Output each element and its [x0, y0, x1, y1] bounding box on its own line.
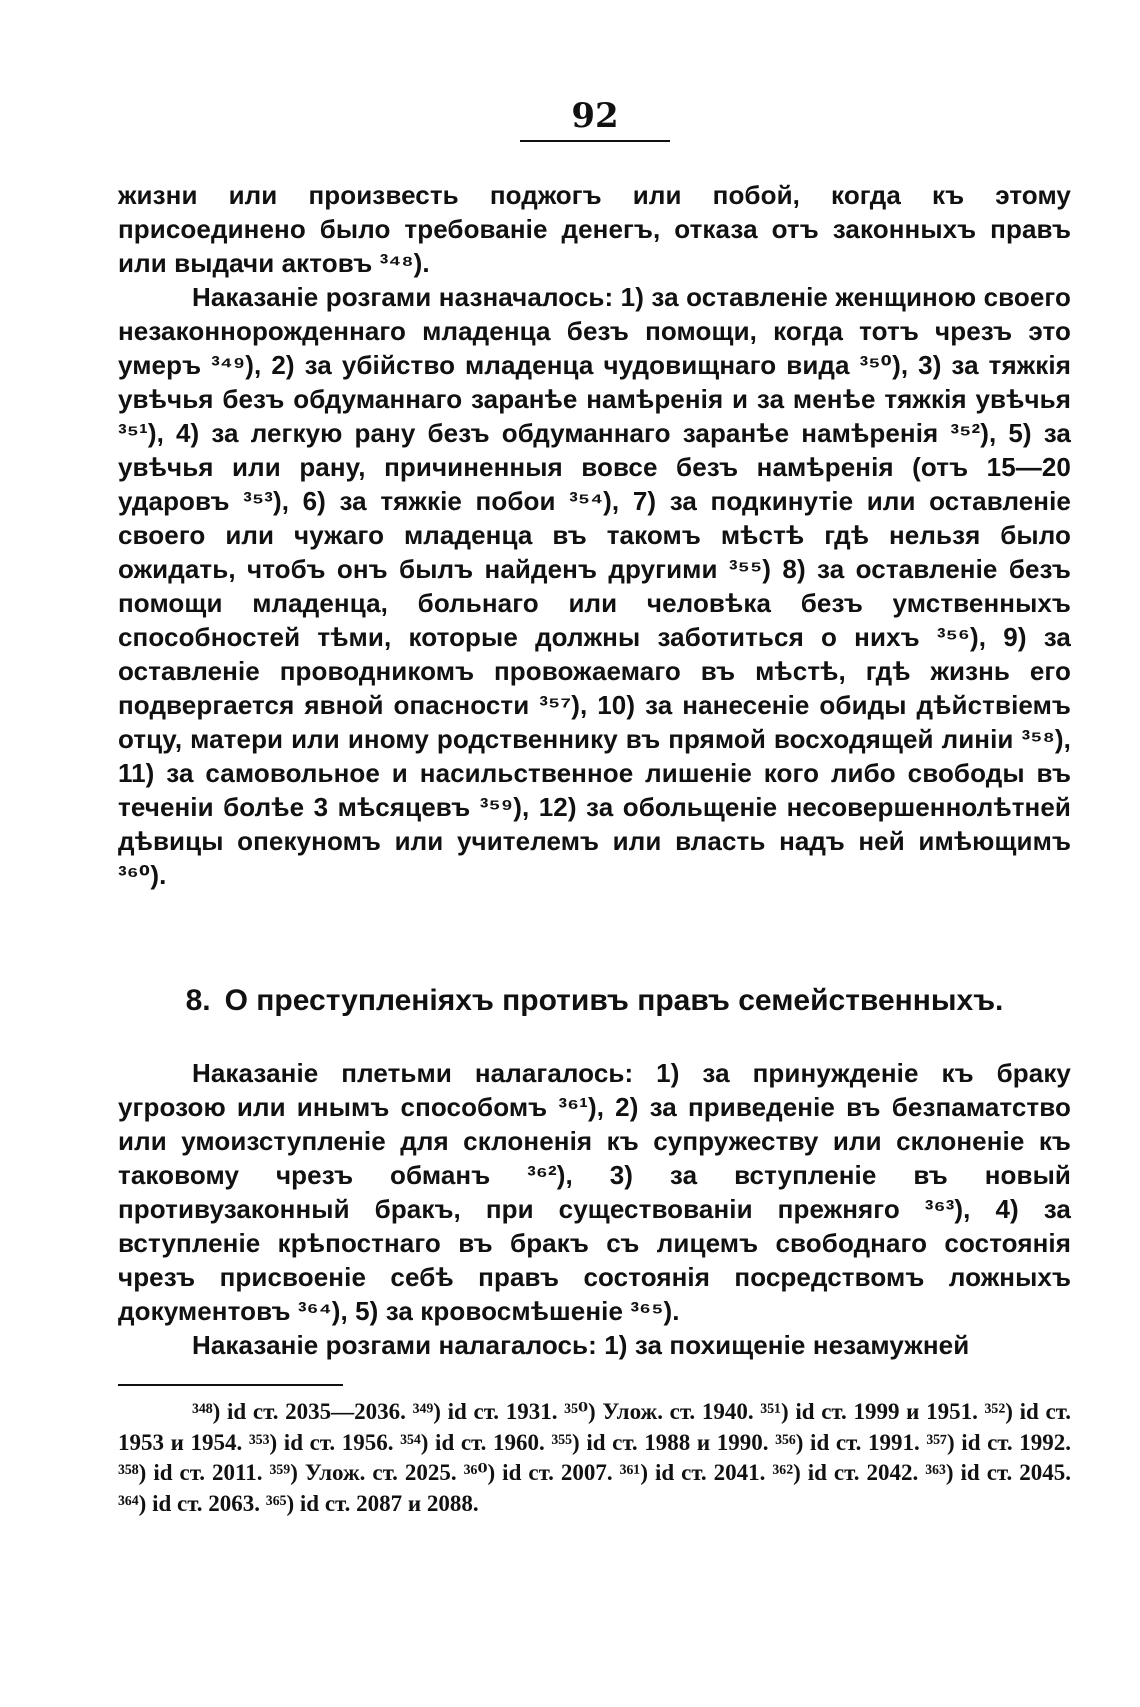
- rods-paragraph-2: Наказаніе розгами налагалось: 1) за похищеніе незамужней: [192, 1330, 970, 1360]
- section-title: О преступленіяхъ противъ правъ семейственныхъ.: [224, 984, 1004, 1017]
- page-number: 92: [571, 96, 619, 136]
- footnotes-text: ³⁴⁸) id ст. 2035—2036. ³⁴⁹) id ст. 1931. ³⁵⁰) Улож. ст. 1940. ³⁵¹) id ст. 1999 и 1951. ³⁵²) id ст. 1953 и 1954. ³⁵³) id ст. 1956. ³⁵⁴) id ст. 1960. ³⁵⁵) id ст. 1988 и 1990. ³⁵⁶) id ст. 1991. ³⁵⁷) id ст. 1992. ³⁵⁸) id ст. 2011. ³⁵⁹) Улож. ст. 2025. ³⁶⁰) id ст. 2007. ³⁶¹) id ст. 2041. ³⁶²) id ст. 2042. ³⁶³) id ст. 2045. ³⁶⁴) id ст. 2063. ³⁶⁵) id ст. 2087 и 2088.: [118, 1399, 1071, 1516]
- page-number-rule: [520, 140, 670, 142]
- continuation-paragraph: жизни или произвесть поджогъ или побой, когда къ этому присоединено было требованіе денегъ, отказа отъ законныхъ правъ или выдачи актовъ ³⁴⁸).: [118, 180, 1071, 278]
- section-number: 8.: [185, 984, 211, 1017]
- text-block-lower: [118, 1056, 1071, 1362]
- rods-paragraph-1: Наказаніе розгами назначалось: 1) за оставленіе женщиною своего незаконнорожденнаго младенца безъ помощи, когда тотъ чрезъ это умеръ ³⁴⁹), 2) за убійство младенца чудовищнаго вида ³⁵⁰), 3) за тяжкія увѣчья безъ обдуманнаго заранѣе намѣренія и за менѣе тяжкія увѣчья ³⁵¹), 4) за легкую рану безъ обдуманнаго заранѣе намѣренія ³⁵²), 5) за увѣчья или рану, причиненныя вовсе безъ намѣренія (отъ 15—20 ударовъ ³⁵³), 6) за тяжкіе побои ³⁵⁴), 7) за подкинутіе или оставленіе своего или чужаго младенца въ такомъ мѣстѣ гдѣ нельзя было ожидать, чтобъ онъ былъ найденъ другими ³⁵⁵) 8) за оставленіе безъ помощи младенца, больнаго или человѣка безъ умственныхъ способностей тѣми, которые должны заботиться о нихъ ³⁵⁶), 9) за оставленіе проводникомъ провожаемаго въ мѣстѣ, гдѣ жизнь его подвергается явной опасности ³⁵⁷), 10) за нанесеніе обиды дѣйствіемъ отцу, матери или иному родственнику въ прямой восходящей линіи ³⁵⁸), 11) за самовольное и насильственное лишеніе кого либо свободы въ теченіи болѣе 3 мѣсяцевъ ³⁵⁹), 12) за обольщеніе несовершеннолѣтней дѣвицы опекуномъ или учителемъ или власть надъ ней имѣющимъ ³⁶⁰).: [118, 282, 1071, 890]
- footnotes: [118, 1397, 1071, 1519]
- pleti-paragraph: Наказаніе плетьми налагалось: 1) за принужденіе къ браку угрозою или инымъ способомъ ³⁶¹), 2) за приведеніе въ безпаматство или умоизступленіе для склоненія къ супружеству или склоненіе къ таковому чрезъ обманъ ³⁶²), 3) за вступленіе въ новый противузаконный бракъ, при существованіи прежняго ³⁶³), 4) за вступленіе крѣпостнаго въ бракъ съ лицемъ свободнаго состоянія чрезъ присвоеніе себѣ правъ состоянія посредствомъ ложныхъ документовъ ³⁶⁴), 5) за кровосмѣшеніе ³⁶⁵).: [118, 1058, 1071, 1326]
- text-block-upper: [118, 178, 1071, 892]
- footnote-rule: [118, 1384, 343, 1386]
- section-heading: [118, 982, 1071, 1020]
